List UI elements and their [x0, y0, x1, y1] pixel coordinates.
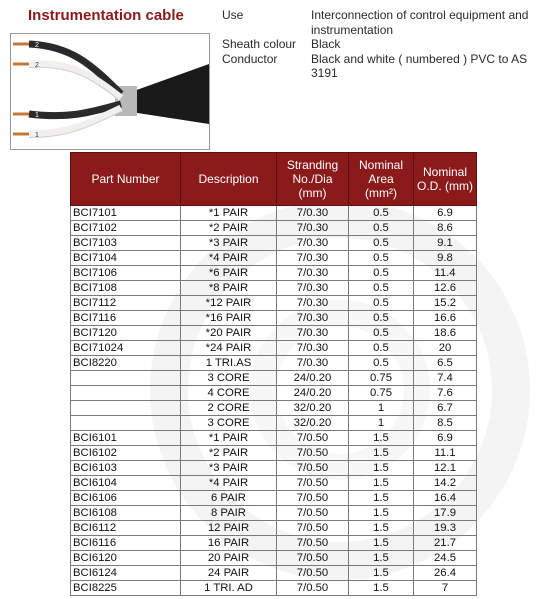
cell-nominal-area: 1.5	[349, 536, 414, 551]
cell-stranding: 7/0.30	[277, 311, 349, 326]
cell-nominal-area: 0.5	[349, 356, 414, 371]
table-row	[71, 476, 477, 491]
header-stranding: Stranding No./Dia (mm)	[277, 153, 349, 206]
cell-nominal-area: 0.5	[349, 341, 414, 356]
cell-stranding: 7/0.30	[277, 266, 349, 281]
cell-description: *12 PAIR	[181, 296, 277, 311]
cell-stranding: 7/0.50	[277, 461, 349, 476]
core-number-label: 2	[35, 62, 39, 69]
cell-part-number: BCI7112	[71, 296, 181, 311]
cell-stranding: 24/0.20	[277, 386, 349, 401]
cell-description: 20 PAIR	[181, 551, 277, 566]
cell-nominal-od: 7.4	[414, 371, 477, 386]
table-row	[71, 266, 477, 281]
cell-part-number: BCI7120	[71, 326, 181, 341]
cable-illustration	[11, 34, 209, 149]
cell-part-number	[71, 371, 181, 386]
spec-label: Use	[222, 8, 244, 22]
cell-nominal-area: 0.5	[349, 236, 414, 251]
cell-description: 3 CORE	[181, 416, 277, 431]
cell-nominal-area: 1	[349, 416, 414, 431]
cell-part-number: BCI7101	[71, 206, 181, 221]
cell-nominal-area: 0.5	[349, 206, 414, 221]
table-row	[71, 506, 477, 521]
cell-nominal-area: 0.5	[349, 296, 414, 311]
core-number-label: 2	[35, 42, 39, 49]
cell-nominal-od: 6.5	[414, 356, 477, 371]
cell-nominal-od: 6.9	[414, 431, 477, 446]
cell-description: 16 PAIR	[181, 536, 277, 551]
header-part-number: Part Number	[71, 153, 181, 206]
cell-stranding: 7/0.50	[277, 491, 349, 506]
cell-nominal-area: 1.5	[349, 521, 414, 536]
page-title: Instrumentation cable	[28, 7, 184, 24]
core-number-label: 1	[35, 132, 39, 139]
cell-part-number: BCI7106	[71, 266, 181, 281]
table-row	[71, 206, 477, 221]
cell-stranding: 7/0.50	[277, 551, 349, 566]
cell-nominal-od: 7	[414, 581, 477, 596]
table-row	[71, 566, 477, 581]
table-row	[71, 251, 477, 266]
cell-stranding: 7/0.30	[277, 341, 349, 356]
cell-nominal-area: 0.5	[349, 326, 414, 341]
cell-stranding: 7/0.30	[277, 281, 349, 296]
cell-description: 4 CORE	[181, 386, 277, 401]
cell-stranding: 7/0.30	[277, 326, 349, 341]
table-row	[71, 401, 477, 416]
cell-part-number	[71, 401, 181, 416]
table-row	[71, 236, 477, 251]
cell-description: 8 PAIR	[181, 506, 277, 521]
cell-nominal-od: 11.1	[414, 446, 477, 461]
cell-nominal-area: 1.5	[349, 551, 414, 566]
cell-stranding: 24/0.20	[277, 371, 349, 386]
cell-nominal-od: 9.8	[414, 251, 477, 266]
cell-description: *3 PAIR	[181, 461, 277, 476]
cell-nominal-area: 0.5	[349, 281, 414, 296]
header-description: Description	[181, 153, 277, 206]
cell-part-number: BCI6124	[71, 566, 181, 581]
cable-photo	[10, 33, 210, 150]
cell-nominal-od: 12.6	[414, 281, 477, 296]
cell-stranding: 7/0.30	[277, 356, 349, 371]
cell-description: *16 PAIR	[181, 311, 277, 326]
cell-description: *8 PAIR	[181, 281, 277, 296]
cell-nominal-od: 8.6	[414, 221, 477, 236]
cell-nominal-area: 0.75	[349, 371, 414, 386]
table-row	[71, 281, 477, 296]
cell-stranding: 7/0.50	[277, 476, 349, 491]
cell-nominal-od: 7.6	[414, 386, 477, 401]
cell-part-number: BCI6104	[71, 476, 181, 491]
spec-row-sheath-colour	[222, 37, 540, 52]
cell-stranding: 7/0.30	[277, 206, 349, 221]
cell-nominal-od: 24.5	[414, 551, 477, 566]
cell-description: *24 PAIR	[181, 341, 277, 356]
table-header-row	[71, 153, 477, 206]
cell-nominal-od: 26.4	[414, 566, 477, 581]
table-row	[71, 491, 477, 506]
cell-nominal-area: 0.5	[349, 221, 414, 236]
cable-specs	[222, 8, 540, 81]
cell-part-number: BCI6102	[71, 446, 181, 461]
cell-description: *20 PAIR	[181, 326, 277, 341]
table-row	[71, 461, 477, 476]
cell-part-number: BCI7104	[71, 251, 181, 266]
table-row	[71, 446, 477, 461]
cell-nominal-od: 21.7	[414, 536, 477, 551]
cell-description: *4 PAIR	[181, 476, 277, 491]
spec-value: Interconnection of control equipment and instrumentation	[311, 8, 529, 37]
cell-nominal-od: 16.6	[414, 311, 477, 326]
cell-stranding: 32/0.20	[277, 401, 349, 416]
cell-description: 1 TRI. AD	[181, 581, 277, 596]
cell-nominal-area: 1.5	[349, 491, 414, 506]
cell-part-number: BCI8220	[71, 356, 181, 371]
spec-label: Sheath colour	[222, 37, 297, 51]
cell-part-number: BCI71024	[71, 341, 181, 356]
cell-part-number: BCI8225	[71, 581, 181, 596]
table-row	[71, 416, 477, 431]
cell-nominal-area: 1.5	[349, 446, 414, 461]
cell-nominal-area: 0.5	[349, 311, 414, 326]
cell-nominal-od: 17.9	[414, 506, 477, 521]
cell-nominal-area: 0.75	[349, 386, 414, 401]
cell-part-number: BCI7108	[71, 281, 181, 296]
cell-nominal-area: 0.5	[349, 251, 414, 266]
header-nominal-od: Nominal O.D. (mm)	[414, 153, 477, 206]
cell-stranding: 7/0.50	[277, 431, 349, 446]
cell-description: *4 PAIR	[181, 251, 277, 266]
cell-nominal-od: 6.9	[414, 206, 477, 221]
cell-nominal-od: 8.5	[414, 416, 477, 431]
cell-description: 3 CORE	[181, 371, 277, 386]
cell-part-number: BCI6108	[71, 506, 181, 521]
cell-nominal-area: 1.5	[349, 506, 414, 521]
cell-description: *3 PAIR	[181, 236, 277, 251]
spec-row-use	[222, 8, 540, 37]
spec-row-conductor	[222, 52, 540, 81]
core-number-label: 1	[35, 112, 39, 119]
cell-part-number: BCI7103	[71, 236, 181, 251]
cell-nominal-od: 6.7	[414, 401, 477, 416]
cell-nominal-od: 19.3	[414, 521, 477, 536]
cell-description: 24 PAIR	[181, 566, 277, 581]
header-nominal-area: Nominal Area (mm²)	[349, 153, 414, 206]
table-row	[71, 296, 477, 311]
cell-nominal-area: 1.5	[349, 431, 414, 446]
cell-part-number: BCI6116	[71, 536, 181, 551]
cell-description: 12 PAIR	[181, 521, 277, 536]
cell-stranding: 7/0.50	[277, 506, 349, 521]
cell-nominal-area: 0.5	[349, 266, 414, 281]
cell-nominal-area: 1.5	[349, 581, 414, 596]
table-row	[71, 386, 477, 401]
cell-stranding: 7/0.30	[277, 221, 349, 236]
cell-stranding: 32/0.20	[277, 416, 349, 431]
table-row	[71, 221, 477, 236]
cell-part-number: BCI6103	[71, 461, 181, 476]
spec-label: Conductor	[222, 51, 278, 66]
table-row	[71, 521, 477, 536]
cell-nominal-area: 1	[349, 401, 414, 416]
cell-stranding: 7/0.50	[277, 521, 349, 536]
table-row	[71, 326, 477, 341]
cell-stranding: 7/0.50	[277, 446, 349, 461]
cell-stranding: 7/0.50	[277, 536, 349, 551]
cell-description: 6 PAIR	[181, 491, 277, 506]
cell-stranding: 7/0.50	[277, 566, 349, 581]
cell-part-number: BCI6120	[71, 551, 181, 566]
cell-stranding: 7/0.30	[277, 296, 349, 311]
cell-nominal-area: 1.5	[349, 461, 414, 476]
cell-nominal-od: 9.1	[414, 236, 477, 251]
table-row	[71, 371, 477, 386]
cell-description: *6 PAIR	[181, 266, 277, 281]
cell-part-number: BCI7102	[71, 221, 181, 236]
cell-part-number: BCI6101	[71, 431, 181, 446]
table-body	[71, 206, 477, 596]
cell-stranding: 7/0.50	[277, 581, 349, 596]
cell-part-number: BCI7116	[71, 311, 181, 326]
cell-nominal-od: 14.2	[414, 476, 477, 491]
cell-description: *2 PAIR	[181, 221, 277, 236]
cell-part-number	[71, 386, 181, 401]
cell-nominal-od: 12.1	[414, 461, 477, 476]
table-row	[71, 536, 477, 551]
cell-description: *2 PAIR	[181, 446, 277, 461]
cell-part-number	[71, 416, 181, 431]
spec-value: Black and white ( numbered ) PVC to AS 3191	[311, 51, 528, 80]
cell-nominal-od: 11.4	[414, 266, 477, 281]
cell-nominal-od: 15.2	[414, 296, 477, 311]
table-row	[71, 341, 477, 356]
cell-nominal-area: 1.5	[349, 476, 414, 491]
table-row	[71, 551, 477, 566]
table-row	[71, 311, 477, 326]
cell-stranding: 7/0.30	[277, 236, 349, 251]
cell-description: *1 PAIR	[181, 431, 277, 446]
cell-description: 2 CORE	[181, 401, 277, 416]
cell-nominal-area: 1.5	[349, 566, 414, 581]
table-row	[71, 356, 477, 371]
cell-part-number: BCI6106	[71, 491, 181, 506]
cable-table	[70, 152, 477, 596]
cable-sheath	[131, 64, 209, 124]
cell-part-number: BCI6112	[71, 521, 181, 536]
cell-nominal-od: 20	[414, 341, 477, 356]
cell-description: 1 TRI.AS	[181, 356, 277, 371]
table-row	[71, 431, 477, 446]
cell-stranding: 7/0.30	[277, 251, 349, 266]
spec-value: Black	[311, 37, 341, 51]
table-row	[71, 581, 477, 596]
cell-description: *1 PAIR	[181, 206, 277, 221]
cell-nominal-od: 18.6	[414, 326, 477, 341]
cell-nominal-od: 16.4	[414, 491, 477, 506]
